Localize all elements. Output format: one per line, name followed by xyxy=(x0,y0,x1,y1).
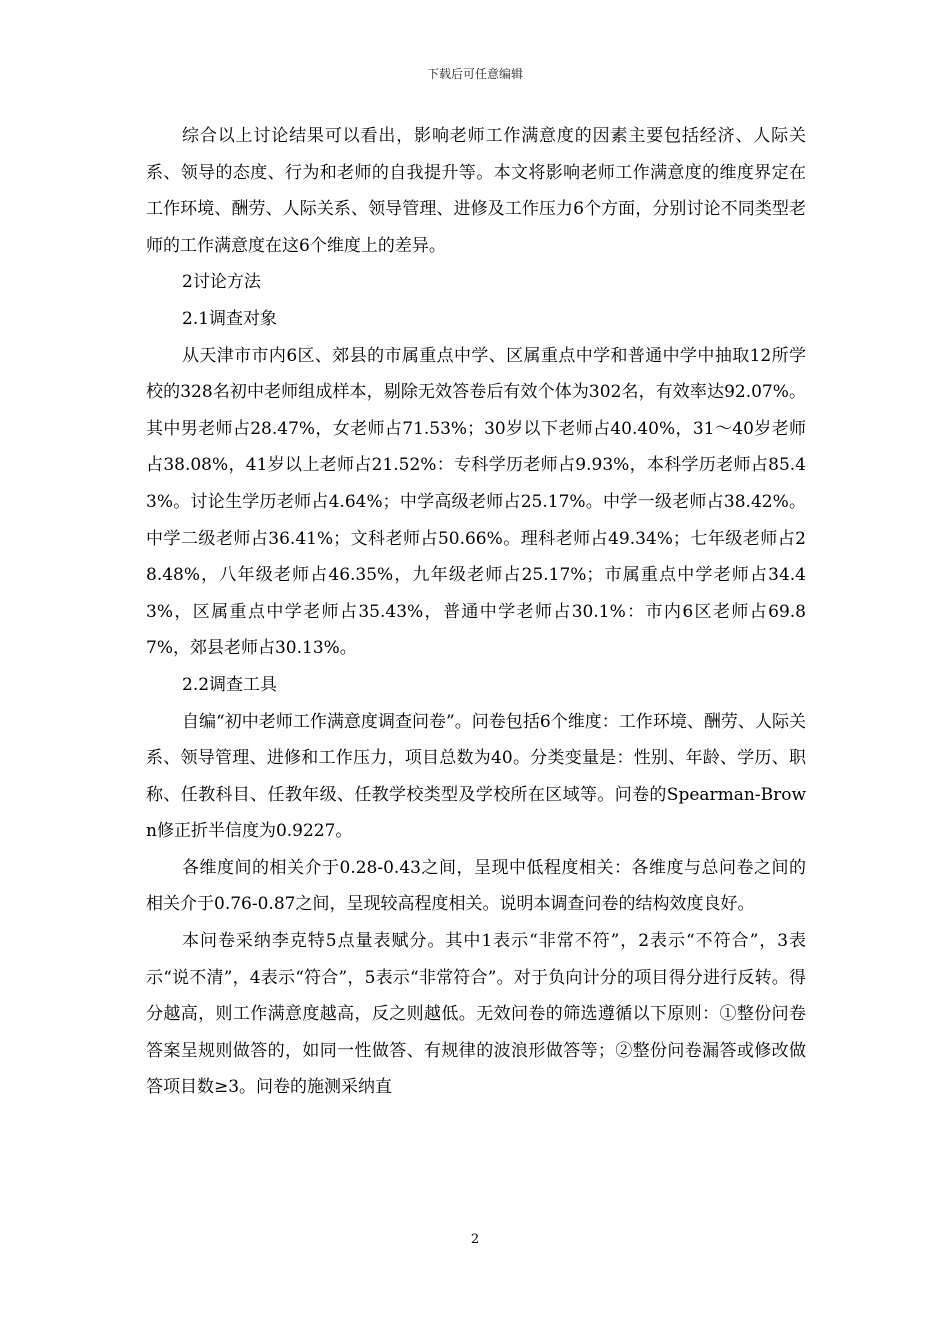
document-body xyxy=(146,118,806,1106)
paragraph-questionnaire: 自编“初中老师工作满意度调查问卷”。问卷包括6个维度：工作环境、酬劳、人际关系、领导管理、进修和工作压力，项目总数为40。分类变量是：性别、年龄、学历、职称、任教科目、任教年级、任教学校类型及学校所在区域等。问卷的Spearman-Brown修正折半信度为0.9227。 xyxy=(146,711,806,842)
paragraph-scoring: 本问卷采纳李克特5点量表赋分。其中1表示“非常不符”，2表示“不符合”，3表示“说不清”，4表示“符合”，5表示“非常符合”。对于负向计分的项目得分进行反转。得分越高，则工作满意度越高，反之则越低。无效问卷的筛选遵循以下原则：①整份问卷答案呈规则做答的，如同一性做答、有规律的波浪形做答等；②整份问卷漏答或修改做答项目数≥3。问卷的施测采纳直 xyxy=(146,931,806,1098)
page-header: 下载后可任意编辑 xyxy=(426,67,523,81)
subsection-heading-tools: 2.2调查工具 xyxy=(182,674,278,695)
paragraph-summary: 综合以上讨论结果可以看出，影响老师工作满意度的因素主要包括经济、人际关系、领导的态度、行为和老师的自我提升等。本文将影响老师工作满意度的维度界定在工作环境、酬劳、人际关系、领导管理、进修及工作压力6个方面，分别讨论不同类型老师的工作满意度在这6个维度上的差异。 xyxy=(146,126,806,256)
paragraph-correlation: 各维度间的相关介于0.28-0.43之间，呈现中低程度相关：各维度与总问卷之间的相关介于0.76-0.87之间，呈现较高程度相关。说明本调查问卷的结构效度良好。 xyxy=(146,857,806,915)
section-heading-methods: 2讨论方法 xyxy=(182,272,261,293)
subsection-heading-subjects: 2.1调查对象 xyxy=(182,308,278,329)
paragraph-subjects: 从天津市市内6区、郊县的市属重点中学、区属重点中学和普通中学中抽取12所学校的328名初中老师组成样本，剔除无效答卷后有效个体为302名，有效率达92.07%。其中男老师占28.47%，女老师占71.53%；30岁以下老师占40.40%，31～40岁老师占38.08%，41岁以上老师占21.52%：专科学历老师占9.93%，本科学历老师占85.43%。讨论生学历老师占4.64%；中学高级老师占25.17%。中学一级老师占38.42%。中学二级老师占36.41%；文科老师占50.66%。理科老师占49.34%；七年级老师占28.48%，八年级老师占46.35%，九年级老师占25.17%；市属重点中学老师占34.43%，区属重点中学老师占35.43%，普通中学老师占30.1%：市内6区老师占69.87%，郊县老师占30.13%。 xyxy=(146,345,806,659)
page-number: 2 xyxy=(470,1232,480,1247)
